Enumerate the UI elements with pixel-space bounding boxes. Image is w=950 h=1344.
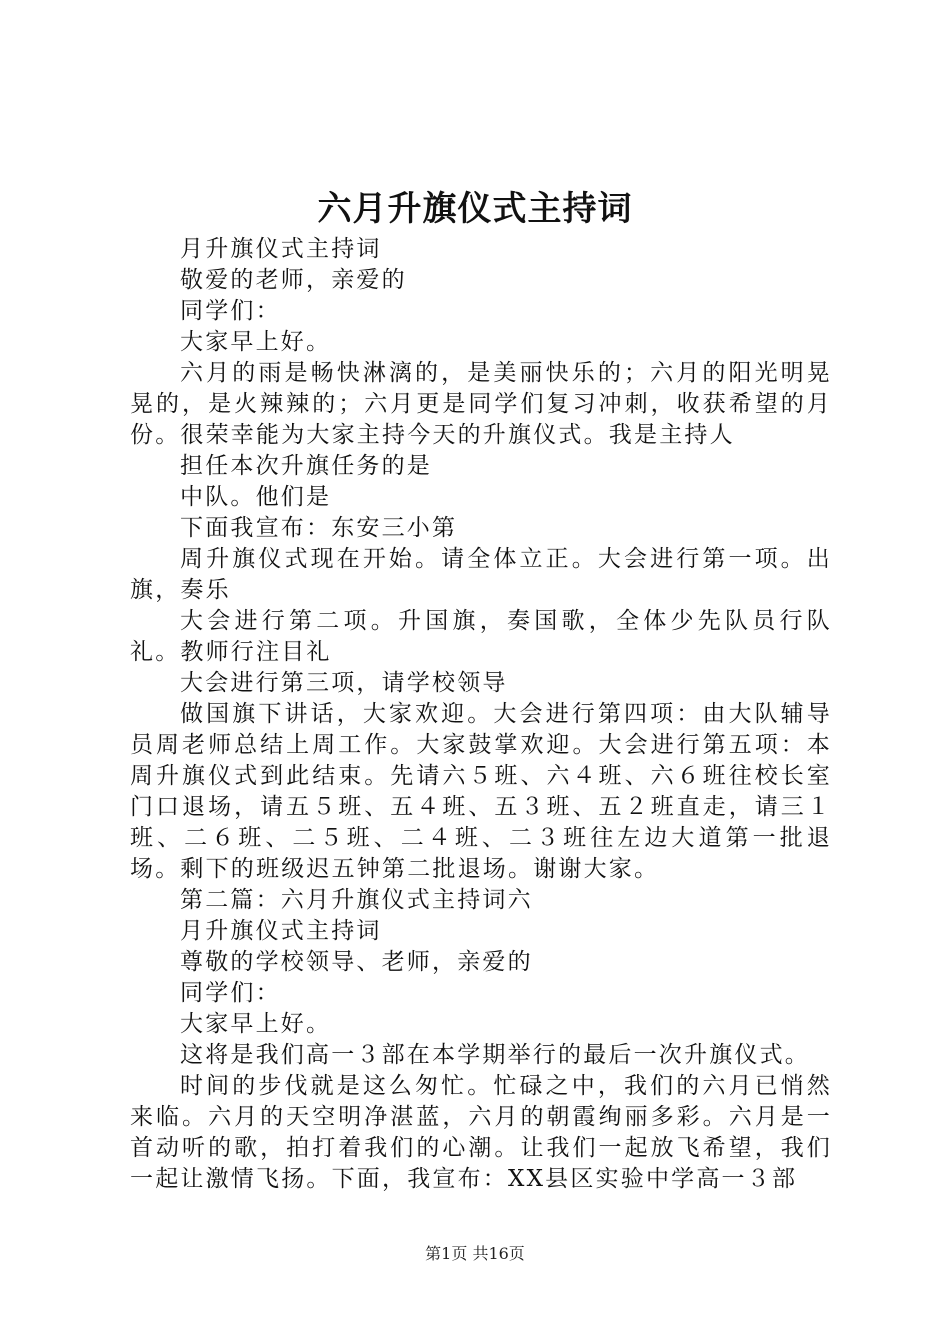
paragraph: 敬爱的老师，亲爱的 [180, 267, 407, 293]
paragraph: 月升旗仪式主持词 [180, 918, 382, 944]
paragraph: 下面我宣布：东安三小第 [180, 515, 458, 541]
document-body [130, 234, 832, 1195]
paragraph: 同学们： [180, 298, 281, 324]
paragraph: 担任本次升旗任务的是 [180, 453, 432, 479]
paragraph: 做国旗下讲话，大家欢迎。大会进行第四项：由大队辅导员周老师总结上周工作。大家鼓掌欢迎。大会进行第五项：本周升旗仪式到此结束。先请六５班、六４班、六６班往校长室门口退场，请五５班、五４班、五３班、五２班直走，请三１班、二６班、二５班、二４班、二３班往左边大道第一批退场。剩下的班级迟五钟第二批退场。谢谢大家。 [130, 701, 832, 882]
paragraph: 周升旗仪式现在开始。请全体立正。大会进行第一项。出旗，奏乐 [130, 546, 832, 603]
paragraph: 大家早上好。 [180, 1011, 332, 1037]
paragraph: 中队。他们是 [180, 484, 332, 510]
paragraph: 大会进行第二项。升国旗，奏国歌，全体少先队员行队礼。教师行注目礼 [130, 608, 832, 665]
paragraph: 同学们： [180, 980, 281, 1006]
paragraph: 第二篇：六月升旗仪式主持词六 [180, 887, 533, 913]
paragraph: 月升旗仪式主持词 [180, 236, 382, 262]
paragraph: 时间的步伐就是这么匆忙。忙碌之中，我们的六月已悄然来临。六月的天空明净湛蓝，六月的朝霞绚丽多彩。六月是一首动听的歌，拍打着我们的心潮。让我们一起放飞希望，我们一起让激情飞扬。下面，我宣布：XX县区实验中学高一３部 [130, 1073, 832, 1192]
paragraph: 这将是我们高一３部在本学期举行的最后一次升旗仪式。 [180, 1042, 810, 1068]
paragraph: 大家早上好。 [180, 329, 332, 355]
page-footer: 第1页 共16页 [425, 1244, 525, 1263]
paragraph: 大会进行第三项，请学校领导 [180, 670, 508, 696]
paragraph: 尊敬的学校领导、老师，亲爱的 [180, 949, 533, 975]
paragraph: 六月的雨是畅快淋漓的，是美丽快乐的；六月的阳光明晃晃的，是火辣辣的；六月更是同学们复习冲刺，收获希望的月份。很荣幸能为大家主持今天的升旗仪式。我是主持人 [130, 360, 832, 448]
document-title: 六月升旗仪式主持词 [317, 189, 633, 229]
